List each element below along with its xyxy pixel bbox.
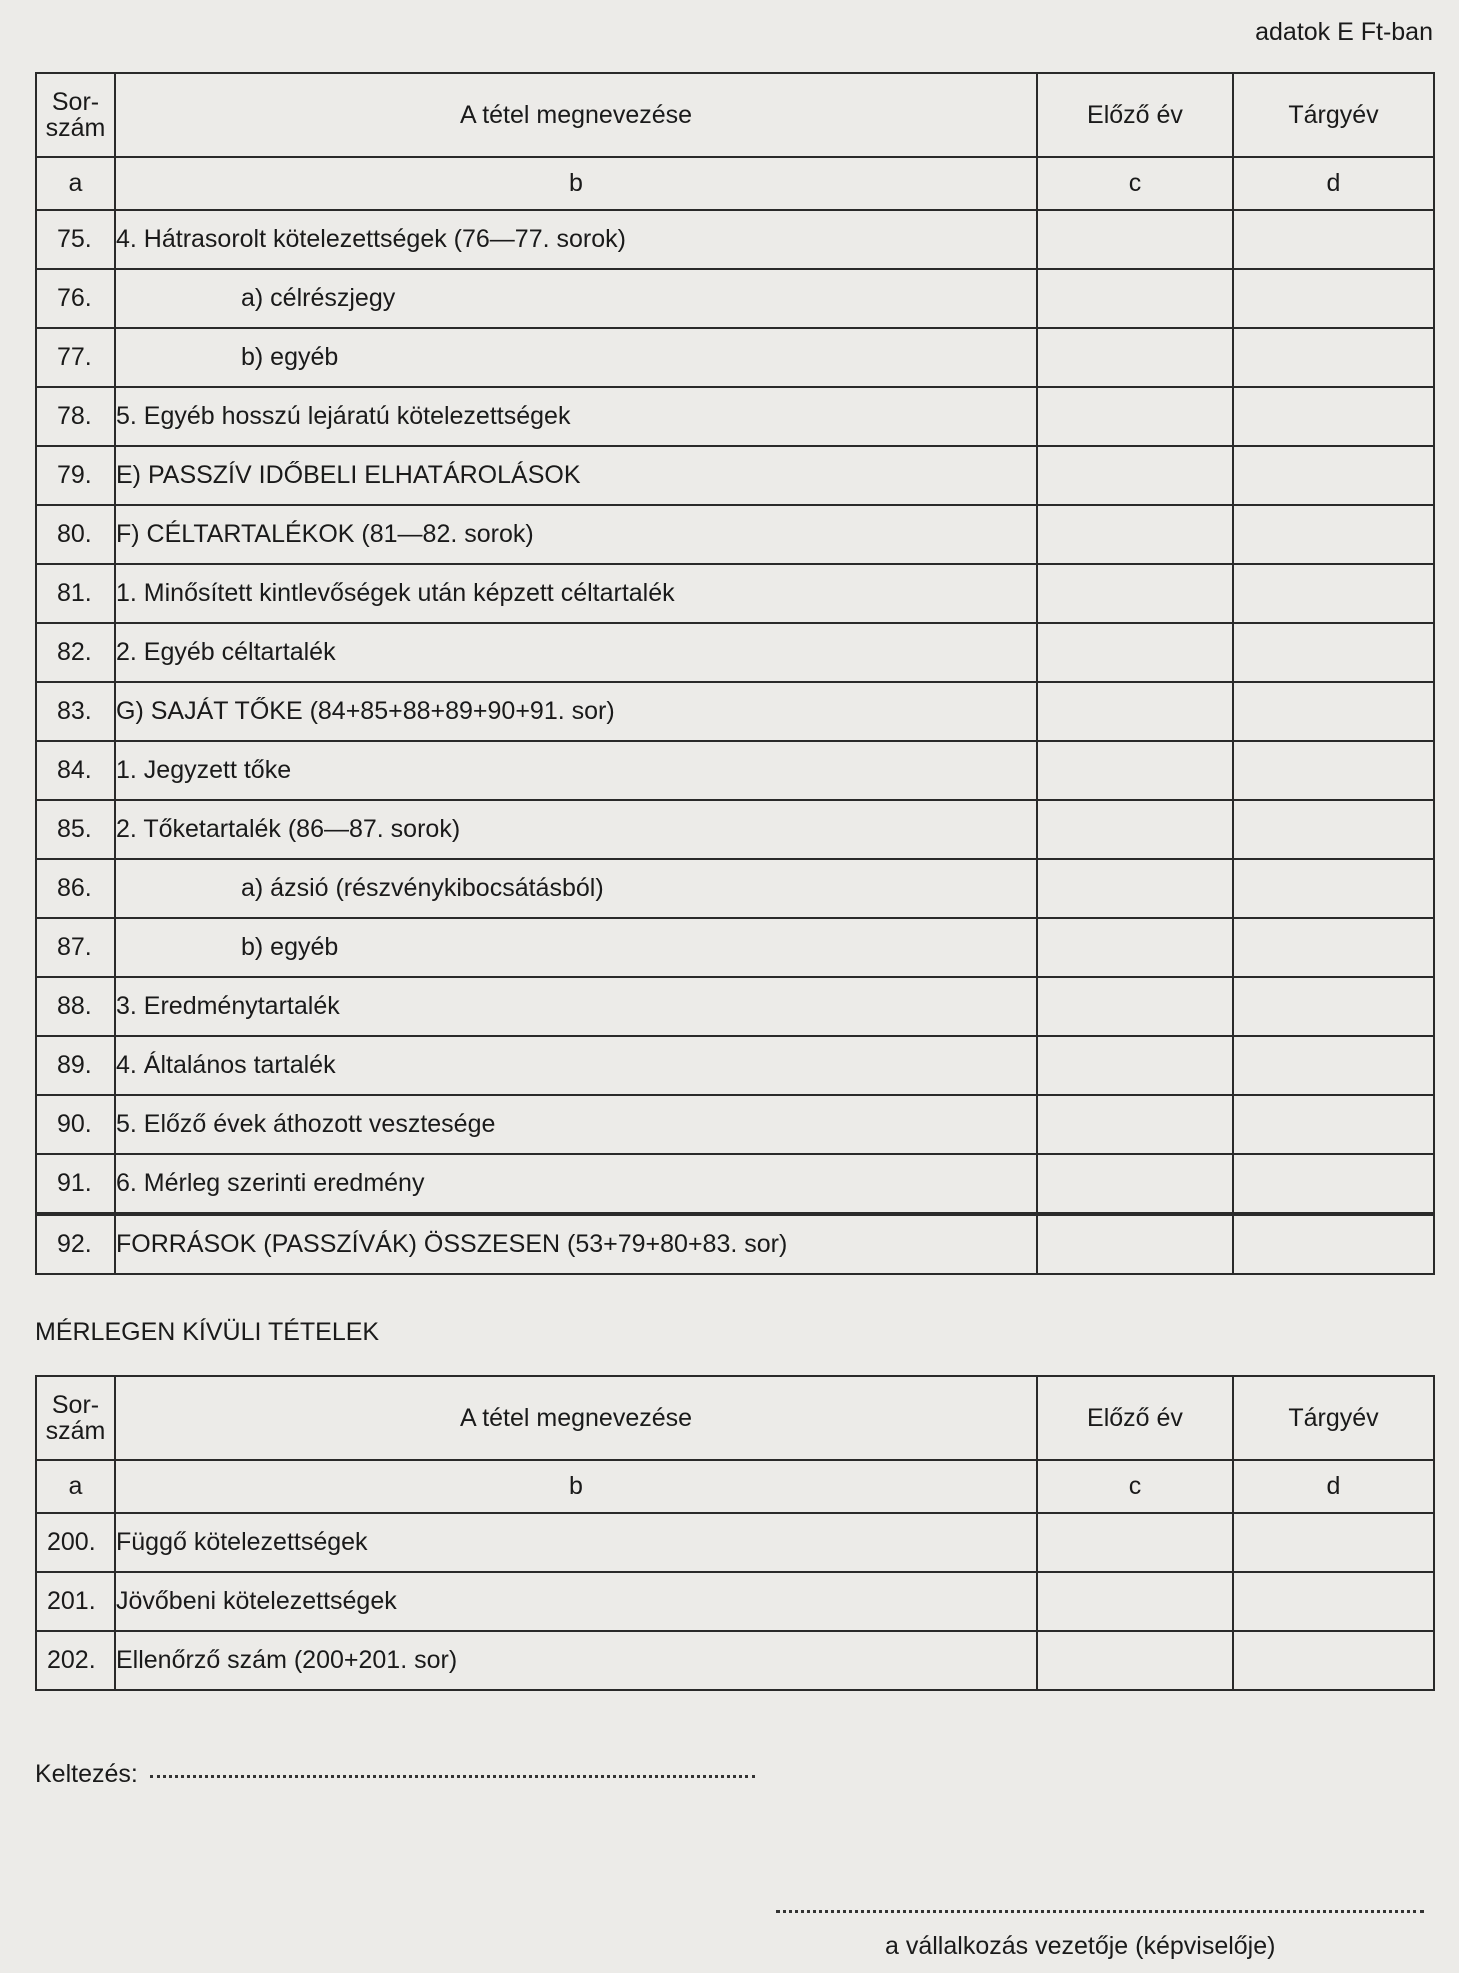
row-number: 200. — [36, 1513, 115, 1572]
row-number: 79. — [36, 446, 115, 505]
current-year-cell[interactable] — [1233, 1036, 1434, 1095]
date-input-line[interactable] — [150, 1774, 755, 1778]
prev-year-cell[interactable] — [1037, 564, 1233, 623]
current-year-cell[interactable] — [1233, 1095, 1434, 1154]
row-number: 75. — [36, 210, 115, 269]
current-year-cell[interactable] — [1233, 1631, 1434, 1690]
col-header-name: A tétel megnevezése — [115, 73, 1037, 157]
row-number: 82. — [36, 623, 115, 682]
prev-year-cell[interactable] — [1037, 1631, 1233, 1690]
row-label: F) CÉLTARTALÉKOK (81—82. sorok) — [115, 505, 1037, 564]
table-row — [36, 505, 1434, 564]
current-year-cell[interactable] — [1233, 210, 1434, 269]
col-header-prev-year: Előző év — [1037, 73, 1233, 157]
row-label: b) egyéb — [115, 328, 1037, 387]
current-year-cell[interactable] — [1233, 387, 1434, 446]
table-row — [36, 1513, 1434, 1572]
table-row — [36, 977, 1434, 1036]
prev-year-cell[interactable] — [1037, 800, 1233, 859]
current-year-cell[interactable] — [1233, 269, 1434, 328]
current-year-cell[interactable] — [1233, 1214, 1434, 1274]
prev-year-cell[interactable] — [1037, 446, 1233, 505]
row-label: 2. Egyéb céltartalék — [115, 623, 1037, 682]
prev-year-cell[interactable] — [1037, 1095, 1233, 1154]
col-letter-c: c — [1037, 1460, 1233, 1513]
row-number: 88. — [36, 977, 115, 1036]
signature-label: a vállalkozás vezetője (képviselője) — [885, 1932, 1276, 1960]
row-number: 87. — [36, 918, 115, 977]
prev-year-cell[interactable] — [1037, 1513, 1233, 1572]
row-label: 3. Eredménytartalék — [115, 977, 1037, 1036]
table-row — [36, 446, 1434, 505]
col-letter-a: a — [36, 157, 115, 210]
current-year-cell[interactable] — [1233, 1154, 1434, 1214]
row-label: FORRÁSOK (PASSZÍVÁK) ÖSSZESEN (53+79+80+83. sor) — [115, 1214, 1037, 1274]
table-row — [36, 387, 1434, 446]
row-number: 91. — [36, 1154, 115, 1214]
prev-year-cell[interactable] — [1037, 1036, 1233, 1095]
prev-year-cell[interactable] — [1037, 977, 1233, 1036]
row-label: 4. Hátrasorolt kötelezettségek (76—77. sorok) — [115, 210, 1037, 269]
row-number: 80. — [36, 505, 115, 564]
col-header-sor: Sor- szám — [36, 1376, 115, 1460]
table-row — [36, 741, 1434, 800]
row-label: Ellenőrző szám (200+201. sor) — [115, 1631, 1037, 1690]
table-row-total — [36, 1214, 1434, 1274]
prev-year-cell[interactable] — [1037, 1572, 1233, 1631]
row-number: 76. — [36, 269, 115, 328]
row-label: 1. Minősített kintlevőségek után képzett céltartalék — [115, 564, 1037, 623]
row-label: 1. Jegyzett tőke — [115, 741, 1037, 800]
col-letter-d: d — [1233, 1460, 1434, 1513]
unit-note: adatok E Ft-ban — [1255, 18, 1433, 46]
col-letter-a: a — [36, 1460, 115, 1513]
current-year-cell[interactable] — [1233, 623, 1434, 682]
current-year-cell[interactable] — [1233, 505, 1434, 564]
row-number: 85. — [36, 800, 115, 859]
current-year-cell[interactable] — [1233, 328, 1434, 387]
table-row — [36, 682, 1434, 741]
current-year-cell[interactable] — [1233, 741, 1434, 800]
prev-year-cell[interactable] — [1037, 269, 1233, 328]
row-label: b) egyéb — [115, 918, 1037, 977]
liabilities-table — [35, 72, 1435, 1275]
current-year-cell[interactable] — [1233, 800, 1434, 859]
table-row — [36, 1154, 1434, 1214]
prev-year-cell[interactable] — [1037, 387, 1233, 446]
col-header-current-year: Tárgyév — [1233, 1376, 1434, 1460]
current-year-cell[interactable] — [1233, 1572, 1434, 1631]
signature-line[interactable] — [776, 1910, 1424, 1913]
row-number: 78. — [36, 387, 115, 446]
prev-year-cell[interactable] — [1037, 623, 1233, 682]
prev-year-cell[interactable] — [1037, 741, 1233, 800]
current-year-cell[interactable] — [1233, 1513, 1434, 1572]
row-number: 90. — [36, 1095, 115, 1154]
table-header-row — [36, 1376, 1434, 1460]
table-header-row — [36, 73, 1434, 157]
col-header-sor: Sor- szám — [36, 73, 115, 157]
row-number: 86. — [36, 859, 115, 918]
prev-year-cell[interactable] — [1037, 328, 1233, 387]
column-letter-row — [36, 157, 1434, 210]
row-label: E) PASSZÍV IDŐBELI ELHATÁROLÁSOK — [115, 446, 1037, 505]
prev-year-cell[interactable] — [1037, 859, 1233, 918]
row-label: 2. Tőketartalék (86—87. sorok) — [115, 800, 1037, 859]
current-year-cell[interactable] — [1233, 682, 1434, 741]
prev-year-cell[interactable] — [1037, 210, 1233, 269]
row-label: Jövőbeni kötelezettségek — [115, 1572, 1037, 1631]
col-header-prev-year: Előző év — [1037, 1376, 1233, 1460]
row-label: 4. Általános tartalék — [115, 1036, 1037, 1095]
table-row — [36, 210, 1434, 269]
row-label: a) ázsió (részvénykibocsátásból) — [115, 859, 1037, 918]
table-row — [36, 1631, 1434, 1690]
table-row — [36, 918, 1434, 977]
table-row — [36, 269, 1434, 328]
col-letter-b: b — [115, 157, 1037, 210]
offbalance-section-title: MÉRLEGEN KÍVÜLI TÉTELEK — [35, 1318, 380, 1346]
row-number: 89. — [36, 1036, 115, 1095]
column-letter-row — [36, 1460, 1434, 1513]
col-header-name: A tétel megnevezése — [115, 1376, 1037, 1460]
date-line — [35, 1760, 755, 1789]
row-number: 202. — [36, 1631, 115, 1690]
table-row — [36, 623, 1434, 682]
table-row — [36, 859, 1434, 918]
col-letter-c: c — [1037, 157, 1233, 210]
row-label: G) SAJÁT TŐKE (84+85+88+89+90+91. sor) — [115, 682, 1037, 741]
col-letter-b: b — [115, 1460, 1037, 1513]
table-row — [36, 1036, 1434, 1095]
row-number: 77. — [36, 328, 115, 387]
table-row — [36, 800, 1434, 859]
row-number: 84. — [36, 741, 115, 800]
prev-year-cell[interactable] — [1037, 1214, 1233, 1274]
row-label: Függő kötelezettségek — [115, 1513, 1037, 1572]
current-year-cell[interactable] — [1233, 564, 1434, 623]
date-label: Keltezés: — [35, 1760, 138, 1788]
row-number: 83. — [36, 682, 115, 741]
row-label: a) célrészjegy — [115, 269, 1037, 328]
col-letter-d: d — [1233, 157, 1434, 210]
table-row — [36, 1572, 1434, 1631]
row-number: 81. — [36, 564, 115, 623]
row-label: 5. Egyéb hosszú lejáratú kötelezettségek — [115, 387, 1037, 446]
prev-year-cell[interactable] — [1037, 682, 1233, 741]
current-year-cell[interactable] — [1233, 446, 1434, 505]
prev-year-cell[interactable] — [1037, 1154, 1233, 1214]
current-year-cell[interactable] — [1233, 918, 1434, 977]
prev-year-cell[interactable] — [1037, 918, 1233, 977]
col-header-current-year: Tárgyév — [1233, 73, 1434, 157]
current-year-cell[interactable] — [1233, 977, 1434, 1036]
row-number: 92. — [36, 1214, 115, 1274]
table-row — [36, 1095, 1434, 1154]
current-year-cell[interactable] — [1233, 859, 1434, 918]
table-row — [36, 564, 1434, 623]
prev-year-cell[interactable] — [1037, 505, 1233, 564]
row-label: 6. Mérleg szerinti eredmény — [115, 1154, 1037, 1214]
offbalance-table — [35, 1375, 1435, 1691]
table-row — [36, 328, 1434, 387]
row-label: 5. Előző évek áthozott vesztesége — [115, 1095, 1037, 1154]
row-number: 201. — [36, 1572, 115, 1631]
